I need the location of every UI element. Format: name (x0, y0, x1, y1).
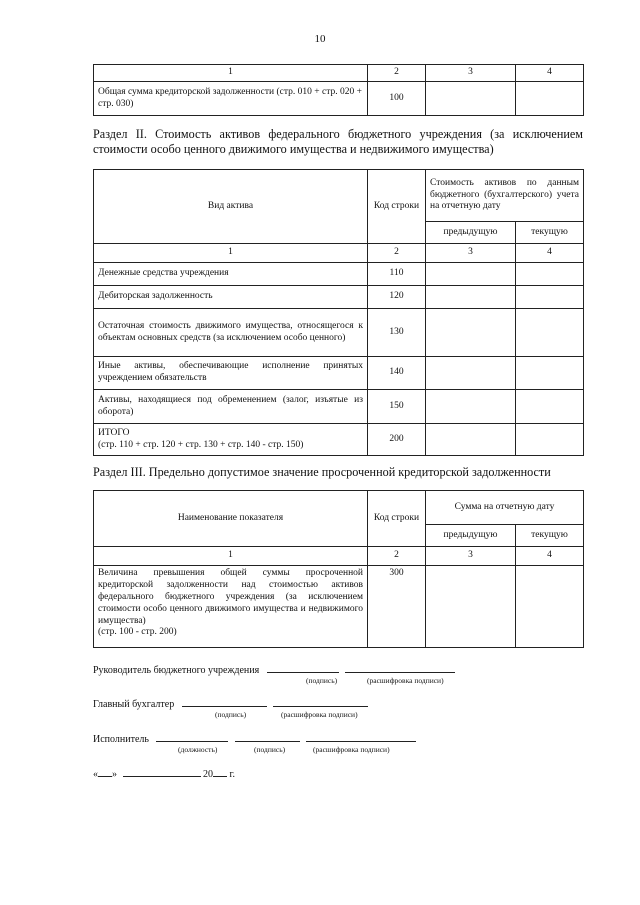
column-number: 3 (426, 244, 516, 263)
column-number: 1 (94, 547, 368, 566)
overdue-liabilities-table (93, 490, 584, 648)
head-label: Руководитель бюджетного учреждения (93, 665, 260, 676)
head-decoding-line[interactable] (345, 662, 455, 673)
date-quote-open: « (93, 769, 98, 780)
executor-signature-line[interactable] (235, 731, 300, 742)
decoding-caption: (расшифровка подписи) (281, 710, 358, 719)
decoding-caption: (расшифровка подписи) (367, 676, 444, 685)
header-sum: Сумма на отчетную дату (426, 491, 584, 525)
row-code: 120 (368, 286, 426, 309)
row-code: 140 (368, 357, 426, 390)
section-2-title: Раздел II. Стоимость активов федерального бюджетного учреждения (за исключением стоимости особо ценного движимого имущества и недвижимого имущества) (93, 127, 583, 156)
liabilities-table (93, 64, 584, 116)
date-suffix: г. (229, 769, 235, 780)
column-number: 2 (368, 65, 426, 82)
date-day-line[interactable] (98, 766, 112, 777)
row-label: Денежные средства учреждения (94, 263, 368, 286)
column-number: 2 (368, 547, 426, 566)
header-indicator: Наименование показателя (94, 491, 368, 547)
column-number: 4 (516, 244, 584, 263)
column-number: 2 (368, 244, 426, 263)
column-number: 1 (94, 244, 368, 263)
excess-formula: (стр. 100 - стр. 200) (98, 627, 177, 638)
column-number: 1 (94, 65, 368, 82)
header-previous: предыдущую (426, 222, 516, 244)
executor-label: Исполнитель (93, 734, 149, 745)
page-number: 10 (314, 33, 326, 45)
executor-signature-row (93, 731, 416, 745)
header-current: текущую (516, 525, 584, 547)
row-label (94, 566, 368, 648)
header-value: Стоимость активов по данным бюджетного (бухгалтерского) учета на отчетную дату (426, 170, 584, 222)
row-code: 100 (368, 82, 426, 116)
row-label: Иные активы, обеспечивающие исполнение принятых учреждением обязательств (94, 357, 368, 390)
position-caption: (должность) (178, 745, 218, 754)
row-label: Остаточная стоимость движимого имущества, относящегося к объектам основных средств (за исключением особо ценного) (94, 309, 368, 357)
row-code: 110 (368, 263, 426, 286)
signature-caption: (подпись) (306, 676, 338, 685)
header-asset-type: Вид актива (94, 170, 368, 244)
column-number: 3 (426, 65, 516, 82)
row-code: 130 (368, 309, 426, 357)
value-cell (426, 82, 516, 116)
total-title: ИТОГО (98, 427, 130, 438)
row-code: 200 (368, 424, 426, 456)
accountant-signature-row (93, 696, 368, 710)
header-code: Код строки (368, 491, 426, 547)
accountant-signature-line[interactable] (182, 696, 267, 707)
section-3-title: Раздел III. Предельно допустимое значение просроченной кредиторской задолженности (93, 465, 551, 479)
row-label: Общая сумма кредиторской задолженности (стр. 010 + стр. 020 + стр. 030) (94, 82, 368, 116)
row-code: 300 (368, 566, 426, 648)
row-label: Активы, находящиеся под обременением (залог, изъятые из оборота) (94, 390, 368, 424)
excess-description: Величина превышения общей суммы просроченной кредиторской задолженности над стоимостью активов федерального бюджетного учреждения (за исключением стоимости особо ценного движимого имущества и недвижимого имущества) (98, 568, 363, 626)
column-number: 4 (516, 547, 584, 566)
head-signature-line[interactable] (267, 662, 339, 673)
date-quote-close: » (112, 769, 117, 780)
header-code: Код строки (368, 170, 426, 244)
signature-caption: (подпись) (215, 710, 247, 719)
decoding-caption: (расшифровка подписи) (313, 745, 390, 754)
head-signature-row (93, 662, 455, 676)
header-previous: предыдущую (426, 525, 516, 547)
date-year-line[interactable] (213, 766, 227, 777)
date-row (93, 766, 235, 780)
header-current: текущую (516, 222, 584, 244)
signature-caption: (подпись) (254, 745, 286, 754)
row-label: Дебиторская задолженность (94, 286, 368, 309)
assets-table (93, 169, 584, 456)
column-number: 3 (426, 547, 516, 566)
chief-accountant-label: Главный бухгалтер (93, 699, 175, 710)
date-year-prefix: 20 (203, 769, 213, 780)
executor-decoding-line[interactable] (306, 731, 416, 742)
total-formula: (стр. 110 + стр. 120 + стр. 130 + стр. 140 - стр. 150) (98, 439, 304, 450)
column-number: 4 (516, 65, 584, 82)
value-cell (516, 82, 584, 116)
accountant-decoding-line[interactable] (273, 696, 368, 707)
row-code: 150 (368, 390, 426, 424)
date-month-line[interactable] (123, 766, 201, 777)
executor-position-line[interactable] (156, 731, 228, 742)
total-label (94, 424, 368, 456)
